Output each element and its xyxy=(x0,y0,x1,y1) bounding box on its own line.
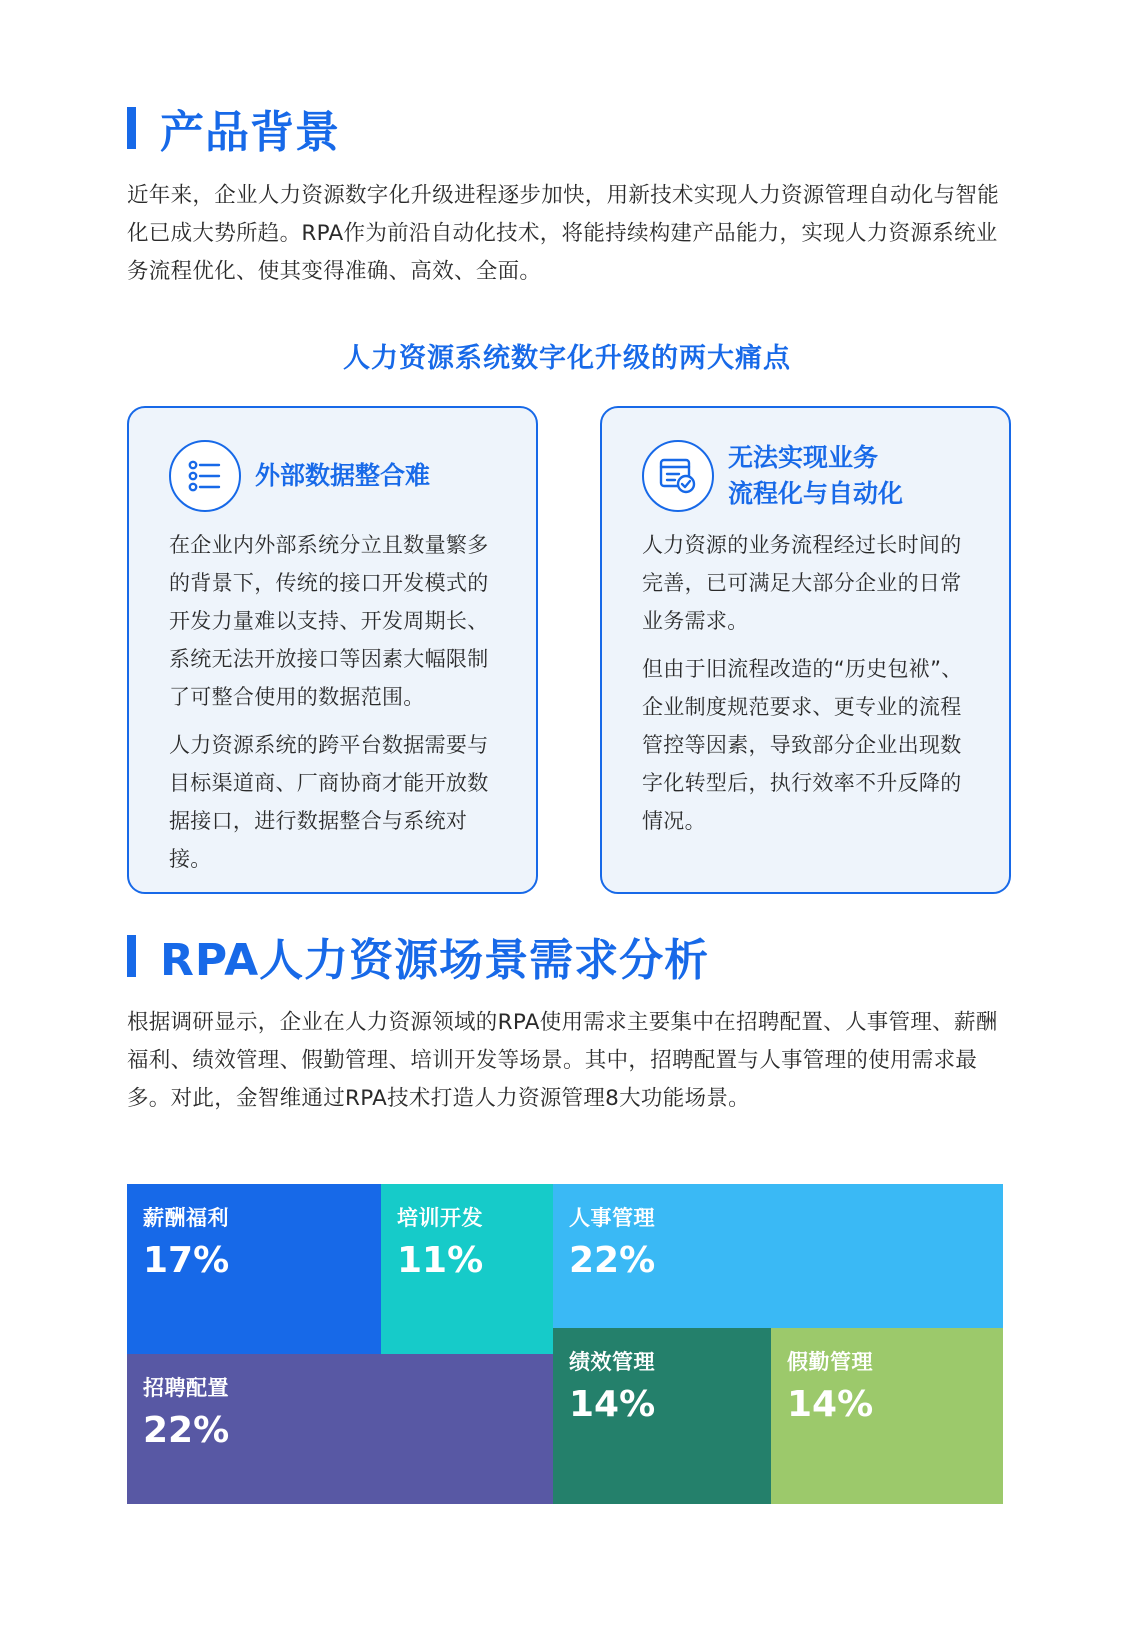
card-title xyxy=(728,440,903,512)
card-paragraph: 在企业内外部系统分立且数量繁多的背景下，传统的接口开发模式的开发力量难以支持、开发周期长、系统无法开放接口等因素大幅限制了可整合使用的数据范围。 xyxy=(169,533,489,709)
tile-value: 22% xyxy=(569,1240,656,1281)
heading-accent-bar xyxy=(127,935,136,977)
card-header xyxy=(642,440,903,512)
section-heading-analysis xyxy=(127,924,709,988)
tile-label: 绩效管理 xyxy=(569,1350,655,1374)
treemap-tile-training xyxy=(381,1184,553,1354)
tile-label: 培训开发 xyxy=(397,1206,483,1230)
scenario-demand-treemap xyxy=(127,1184,1003,1504)
tile-label: 人事管理 xyxy=(569,1206,655,1230)
treemap-tile-personnel xyxy=(553,1184,1003,1328)
tile-label: 薪酬福利 xyxy=(143,1206,229,1230)
card-paragraph: 但由于旧流程改造的“历史包袱”、企业制度规范要求、更专业的流程管控等因素，导致部分企业出现数字化转型后，执行效率不升反降的情况。 xyxy=(642,657,963,833)
tile-value: 17% xyxy=(143,1240,230,1281)
list-settings-icon xyxy=(169,440,241,512)
card-body xyxy=(642,526,981,850)
section-heading-background xyxy=(127,96,340,160)
tile-label: 招聘配置 xyxy=(143,1376,229,1400)
tile-value: 14% xyxy=(569,1384,656,1425)
card-paragraph: 人力资源的业务流程经过长时间的完善，已可满足大部分企业的日常业务需求。 xyxy=(642,533,962,633)
card-title xyxy=(255,458,430,494)
treemap-tile-recruitment xyxy=(127,1354,553,1504)
analysis-paragraph: 根据调研显示，企业在人力资源领域的RPA使用需求主要集中在招聘配置、人事管理、薪酬福利、绩效管理、假勤管理、培训开发等场景。其中，招聘配置与人事管理的使用需求最多。对此，金智维通过RPA技术打造人力资源管理8大功能场景。 xyxy=(127,1010,998,1111)
treemap-tile-performance xyxy=(553,1328,771,1504)
section-title: RPA人力资源场景需求分析 xyxy=(160,935,710,986)
treemap-tile-salary-benefits xyxy=(127,1184,381,1354)
pain-point-card-data-integration xyxy=(127,406,538,894)
workflow-check-icon xyxy=(642,440,714,512)
card-header xyxy=(169,440,430,512)
treemap-tile-attendance xyxy=(771,1328,1003,1504)
workflow-check-icon-glyph xyxy=(657,455,699,497)
card-title-line: 流程化与自动化 xyxy=(728,479,904,508)
page-title: 产品背景 xyxy=(160,107,340,158)
tile-value: 14% xyxy=(787,1384,874,1425)
intro-paragraph: 近年来，企业人力资源数字化升级进程逐步加快，用新技术实现人力资源管理自动化与智能化已成大势所趋。RPA作为前沿自动化技术，将能持续构建产品能力，实现人力资源系统业务流程优化、使其变得准确、高效、全面。 xyxy=(127,183,1000,284)
card-title-line: 外部数据整合难 xyxy=(255,461,431,490)
tile-label: 假勤管理 xyxy=(787,1350,873,1374)
heading-accent-bar xyxy=(127,107,136,149)
pain-points-subtitle: 人力资源系统数字化升级的两大痛点 xyxy=(343,343,791,374)
card-paragraph: 人力资源系统的跨平台数据需要与目标渠道商、厂商协商才能开放数据接口，进行数据整合与系统对接。 xyxy=(169,733,489,871)
tile-value: 22% xyxy=(143,1410,230,1451)
list-settings-icon-glyph xyxy=(185,456,225,496)
card-body xyxy=(169,526,508,888)
pain-point-card-process-automation xyxy=(600,406,1011,894)
tile-value: 11% xyxy=(397,1240,484,1281)
card-title-line: 无法实现业务 xyxy=(728,443,879,472)
